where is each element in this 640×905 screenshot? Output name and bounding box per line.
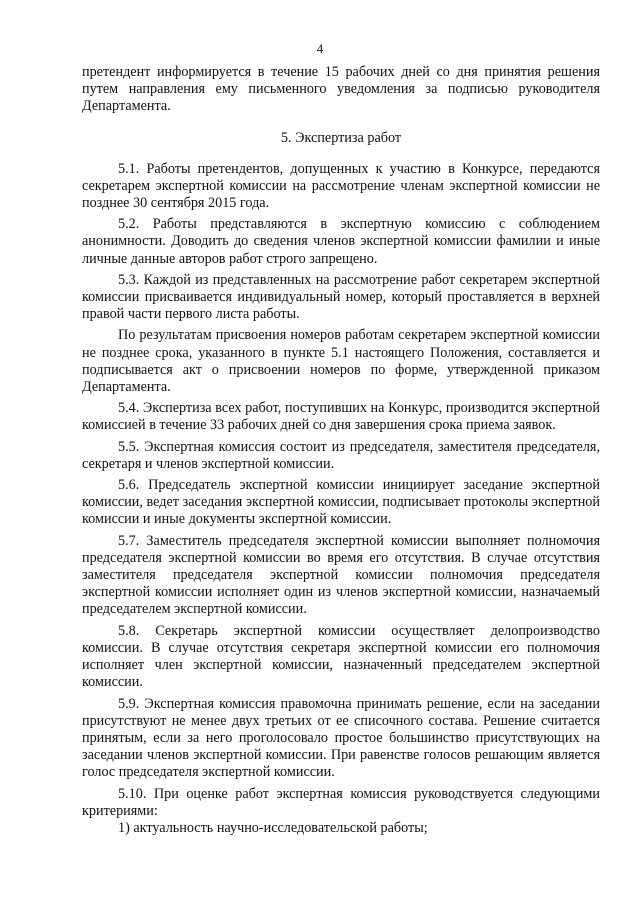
intro-paragraph: претендент информируется в течение 15 рабочих дней со дня принятия решения путем направления ему письменного уведомления за подписью руководителя Департамента.	[82, 64, 600, 115]
section-heading: 5. Экспертиза работ	[280, 129, 402, 146]
paragraph-5-1: 5.1. Работы претендентов, допущенных к участию в Конкурсе, передаются секретарем экспертной комиссии на рассмотрение членам экспертной комиссии не позднее 30 сентября 2015 года.	[82, 160, 600, 212]
paragraph-5-2: 5.2. Работы представляются в экспертную комиссию с соблюдением анонимности. Доводить до сведения членов экспертной комиссии фамилии и иные личные данные авторов работ строго запрещено.	[82, 216, 600, 267]
paragraph-5-3: 5.3. Каждой из представленных на рассмотрение работ секретарем экспертной комиссии присваивается индивидуальный номер, который проставляется в верхней правой части первого листа работы.	[82, 271, 600, 323]
paragraph-5-4: 5.4. Экспертиза всех работ, поступивших на Конкурс, производится экспертной комиссией в течение 33 рабочих дней со дня завершения срока приема заявок.	[82, 400, 600, 434]
paragraph-5-8: 5.8. Секретарь экспертной комиссии осуществляет делопроизводство комиссии. В случае отсутствия секретаря экспертной комиссии его полномочия исполняет член экспертной комиссии, назначенный председателем экспертной комиссии.	[82, 622, 600, 691]
paragraph-5-5: 5.5. Экспертная комиссия состоит из председателя, заместителя председателя, секретаря и членов экспертной комиссии.	[82, 438, 600, 472]
paragraph-5-3-numbering: По результатам присвоения номеров работам секретарем экспертной комиссии не позднее срока, указанного в пункте 5.1 настоящего Положения, составляется и подписывается акт о присвоении номеров по форме, утвержденной приказом Департамента.	[82, 327, 600, 396]
criteria-item-1: 1) актуальность научно-исследовательской работы;	[118, 819, 428, 836]
paragraph-5-7: 5.7. Заместитель председателя экспертной комиссии выполняет полномочия председателя экспертной комиссии во время его отсутствия. В случае отсутствия заместителя председателя экспертной комиссии полномочия председателя экспертной комиссии исполняет один из членов экспертной комиссии, назначаемый председателем экспертной комиссии.	[82, 532, 600, 618]
paragraph-5-6: 5.6. Председатель экспертной комиссии инициирует заседание экспертной комиссии, ведет заседания экспертной комиссии, подписывает протоколы экспертной комиссии и иные документы экспертной комиссии.	[82, 477, 600, 528]
page-number: 4	[316, 41, 324, 56]
document-body	[82, 64, 600, 841]
paragraph-5-9: 5.9. Экспертная комиссия правомочна принимать решение, если на заседании присутствуют не менее двух третьих от ее списочного состава. Решение считается принятым, если за него проголосовало простое большинство присутствующих на заседании членов экспертной комиссии. При равенстве голосов решающим является голос председателя экспертной комиссии.	[82, 695, 600, 781]
paragraph-5-10: 5.10. При оценке работ экспертная комиссия руководствуется следующими критериями:	[82, 785, 600, 819]
